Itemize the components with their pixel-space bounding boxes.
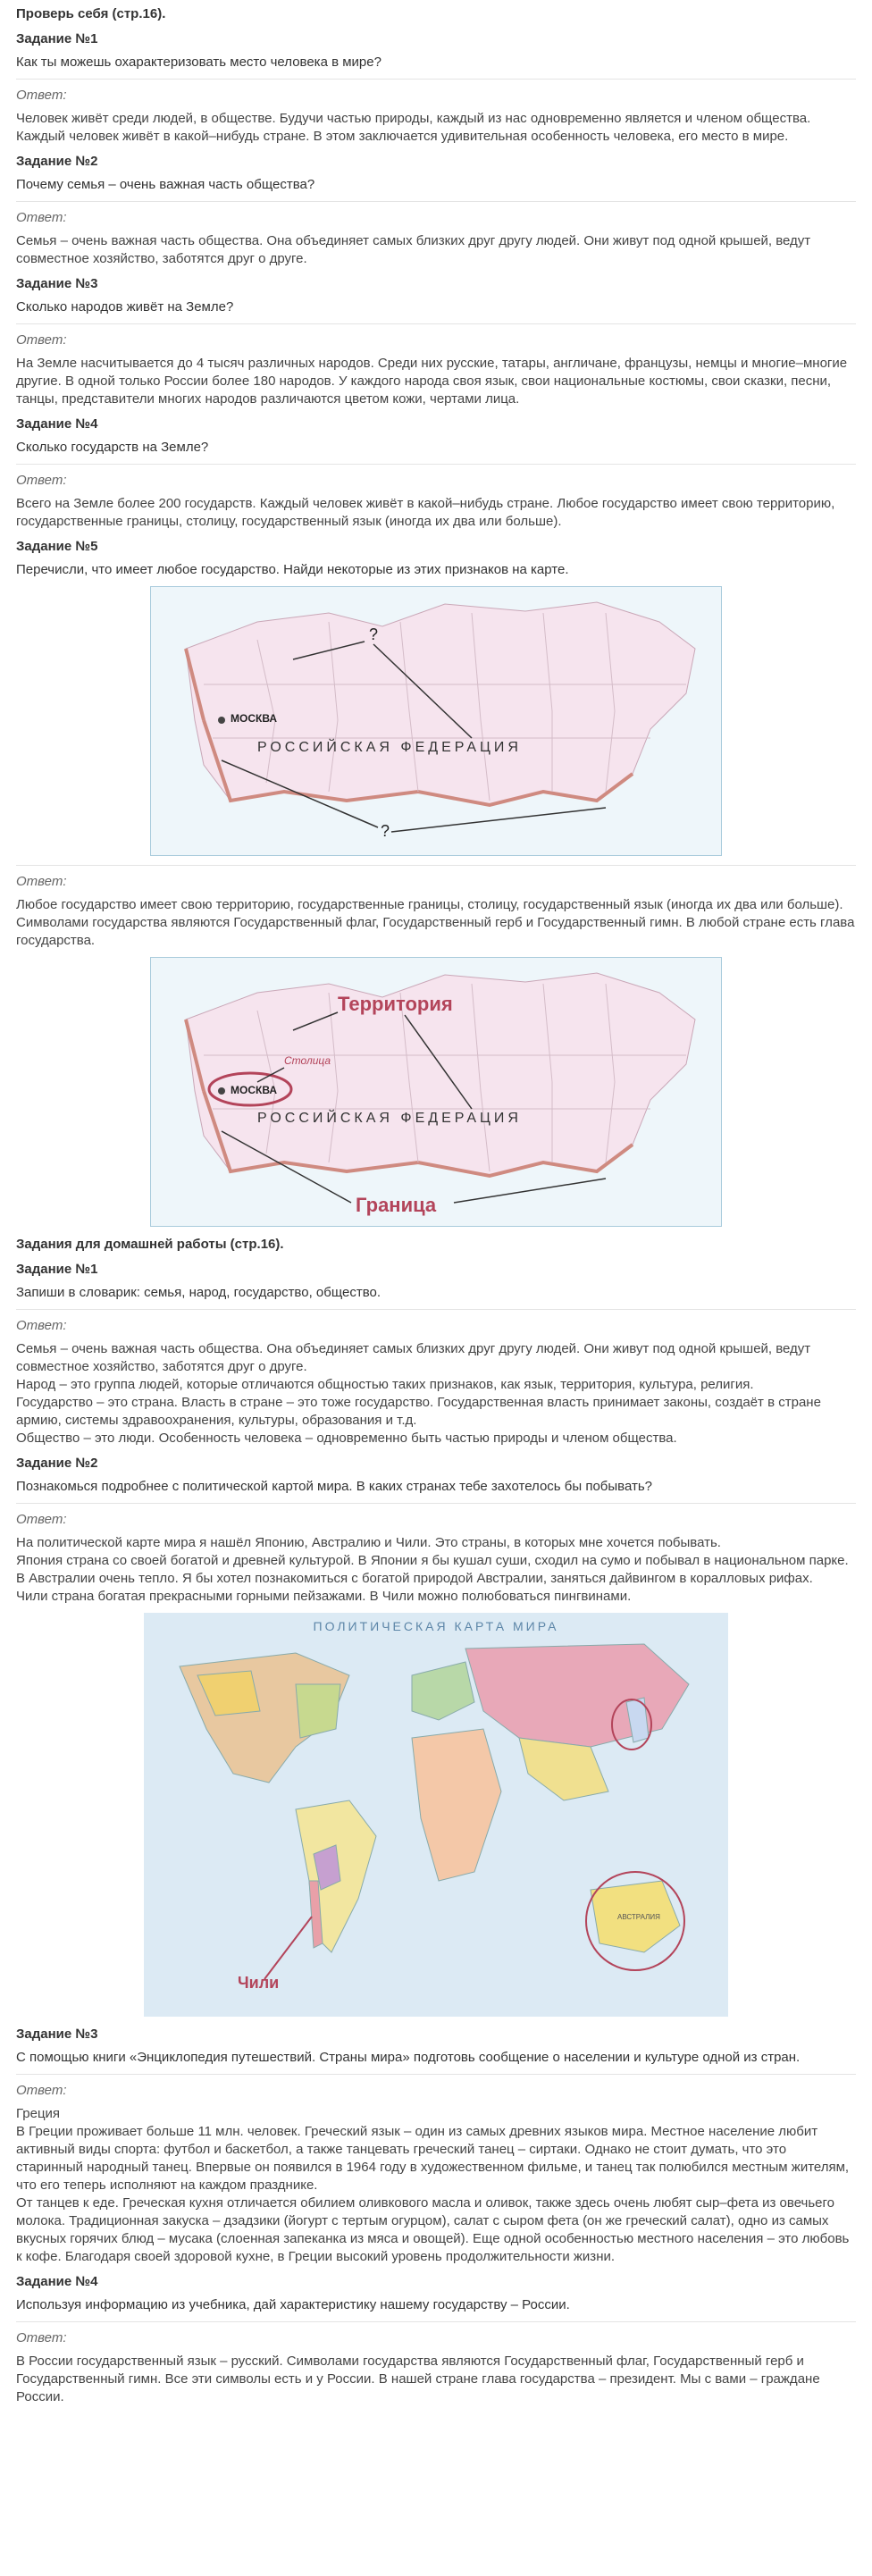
check-task5-question: Перечисли, что имеет любое государство. Найди некоторые из этих признаков на карте.	[16, 562, 569, 577]
check-section-title: Проверь себя (стр.16).	[16, 6, 166, 21]
answer-line: Чили страна богатая прекрасными горными пейзажами. В Чили можно полюбоваться пингвинами.	[16, 1589, 632, 1604]
home-task2-title: Задание №2	[16, 1456, 98, 1471]
answer-line: Греция	[16, 2106, 61, 2121]
divider	[16, 1503, 856, 1504]
check-task3-title: Задание №3	[16, 276, 98, 291]
divider	[16, 1309, 856, 1310]
home-task2-answer	[16, 1534, 856, 1606]
russia-map-annotated-image	[150, 957, 722, 1227]
answer-label: Ответ:	[16, 332, 67, 348]
check-task5-answer: Любое государство имеет свою территорию, государственные границы, столицу, государственный язык (иногда их два или больше). Символами государства являются Государственный флаг, Государственный герб и Государственный гимн. В любой стране есть глава государства.	[16, 897, 855, 948]
check-task4-title: Задание №4	[16, 416, 98, 432]
check-task1-title: Задание №1	[16, 31, 98, 46]
answer-label: Ответ:	[16, 473, 67, 488]
check-task3-answer: На Земле насчитывается до 4 тысяч различных народов. Среди них русские, татары, англичане, французы, немцы и многие–многие другие. В одной только России более 180 народов. У каждого народа своя язык, свои национальные костюмы, свои сказки, песни, танцы, представители многих народов различаются цветом кожи, чертами лица.	[16, 356, 848, 407]
home-task4-answer: В России государственный язык – русский. Символами государства являются Государственный флаг, Государственный герб и Государственный гимн. Все эти символы есть и у России. В нашей стране глава государства – президент. Мы с вами – граждане России.	[16, 2354, 820, 2404]
divider	[16, 2321, 856, 2322]
map1-country-label: РОССИЙСКАЯ ФЕДЕРАЦИЯ	[257, 740, 522, 755]
map1-question-bottom: ?	[381, 822, 390, 840]
russia-map-image	[150, 586, 722, 856]
divider	[16, 79, 856, 80]
answer-label: Ответ:	[16, 874, 67, 889]
answer-line: Народ – это группа людей, которые отличаются общностью таких признаков, как язык, территория, культура, религия.	[16, 1377, 754, 1392]
check-task4-answer: Всего на Земле более 200 государств. Каждый человек живёт в какой–нибудь стране. Любое государство имеет свою территорию, государственные границы, столицу, государственный язык (иногда их два или больше).	[16, 496, 835, 529]
answer-label: Ответ:	[16, 2330, 67, 2345]
divider	[16, 323, 856, 324]
home-task3-answer	[16, 2105, 856, 2266]
world-political-map-image	[144, 1613, 728, 2017]
home-task1-question: Запиши в словарик: семья, народ, государство, общество.	[16, 1285, 382, 1300]
answer-label: Ответ:	[16, 1318, 67, 1333]
answer-line: Япония страна со своей богатой и древней культурой. В Японии я бы кушал суши, сходил на сумо и побывал в национальном парке.	[16, 1553, 849, 1568]
map1-capital-label: МОСКВА	[231, 712, 278, 725]
map2-country-label: РОССИЙСКАЯ ФЕДЕРАЦИЯ	[257, 1111, 522, 1126]
map2-border-label: Граница	[356, 1194, 437, 1216]
check-task5-title: Задание №5	[16, 539, 98, 554]
world-map-title: ПОЛИТИЧЕСКАЯ КАРТА МИРА	[313, 1619, 559, 1633]
divider	[16, 464, 856, 465]
answer-line: Семья – очень важная часть общества. Она объединяет самых близких друг другу людей. Они живут под одной крышей, ведут совместное хозяйство, заботятся друг о друге.	[16, 1341, 811, 1374]
check-task1-question: Как ты можешь охарактеризовать место человека в мире?	[16, 55, 382, 70]
home-task2-question: Познакомься подробнее с политической картой мира. В каких странах тебе захотелось бы побывать?	[16, 1479, 653, 1494]
home-section-title: Задания для домашней работы (стр.16).	[16, 1237, 284, 1252]
divider	[16, 2074, 856, 2075]
home-task3-question: С помощью книги «Энциклопедия путешествий. Страны мира» подготовь сообщение о населении и культуре одной из стран.	[16, 2050, 801, 2065]
map2-capital-annotation: Столица	[284, 1054, 331, 1067]
home-task4-title: Задание №4	[16, 2274, 98, 2289]
answer-line: Государство – это страна. Власть в стране – это тоже государство. Государственная власть принимает законы, создаёт в стране армию, системы здравоохранения, культуры, образования и т.д.	[16, 1395, 821, 1428]
world-map-chile-label: Чили	[238, 1974, 280, 1992]
home-task1-title: Задание №1	[16, 1262, 98, 1277]
check-task2-answer: Семья – очень важная часть общества. Она объединяет самых близких друг другу людей. Они живут под одной крышей, ведут совместное хозяйство, заботятся друг о друге.	[16, 233, 811, 266]
home-task3-title: Задание №3	[16, 2026, 98, 2042]
answer-label: Ответ:	[16, 210, 67, 225]
answer-label: Ответ:	[16, 1512, 67, 1527]
check-task4-question: Сколько государств на Земле?	[16, 440, 209, 455]
answer-line: В Австралии очень тепло. Я бы хотел познакомиться с богатой природой Австралии, заняться дайвингом в коралловых рифах.	[16, 1571, 813, 1586]
answer-line: На политической карте мира я нашёл Японию, Австралию и Чили. Это страны, в которых мне хочется побывать.	[16, 1535, 721, 1550]
divider	[16, 201, 856, 202]
answer-line: Общество – это люди. Особенность человека – одновременно быть частью природы и членом общества.	[16, 1431, 677, 1446]
answer-label: Ответ:	[16, 88, 67, 103]
home-task4-question: Используя информацию из учебника, дай характеристику нашему государству – России.	[16, 2297, 570, 2312]
answer-line: От танцев к еде. Греческая кухня отличается обилием оливкового масла и оливок, также здесь очень любят сыр–фета из овечьего молока. Традиционная закуска – дзадзики (йогурт с тертым огурцом), салат с сыром фета (он же греческий салат), одно из самых вкусных горячих блюд – мусака (слоенная запеканка из мяса и овощей). Еще одной особенностью местного населения – это любовь к кофе. Благодаря своей здоровой кухне, в Греции высокий уровень продолжительности жизни.	[16, 2195, 850, 2264]
answer-line: В Греции проживает больше 11 млн. человек. Греческий язык – один из самых древних языков мира. Местное население любит активный виды спорта: футбол и баскетбол, а также танцевать греческий танец – сиртаки. Однако не стоит думать, что это старинный народный танец. Впервые он появился в 1964 году в художественном фильме, и танец так полюбился местным жителям, что его теперь исполняют на каждом празднике.	[16, 2124, 850, 2193]
world-map-australia-label: АВСТРАЛИЯ	[617, 1913, 660, 1921]
map1-question-top: ?	[369, 625, 379, 643]
check-task2-title: Задание №2	[16, 154, 98, 169]
check-task1-answer: Человек живёт среди людей, в обществе. Будучи частью природы, каждый из нас одновременно является и членом общества. Каждый человек живёт в какой–нибудь стране. В этом заключается удивительная особенность человека, его место в мире.	[16, 111, 811, 144]
home-task1-answer	[16, 1340, 856, 1447]
map2-capital-label: МОСКВА	[231, 1084, 278, 1096]
map2-territory-label: Территория	[338, 993, 453, 1015]
check-task3-question: Сколько народов живёт на Земле?	[16, 299, 234, 315]
divider	[16, 865, 856, 866]
answer-label: Ответ:	[16, 2083, 67, 2098]
check-task2-question: Почему семья – очень важная часть общества?	[16, 177, 315, 192]
